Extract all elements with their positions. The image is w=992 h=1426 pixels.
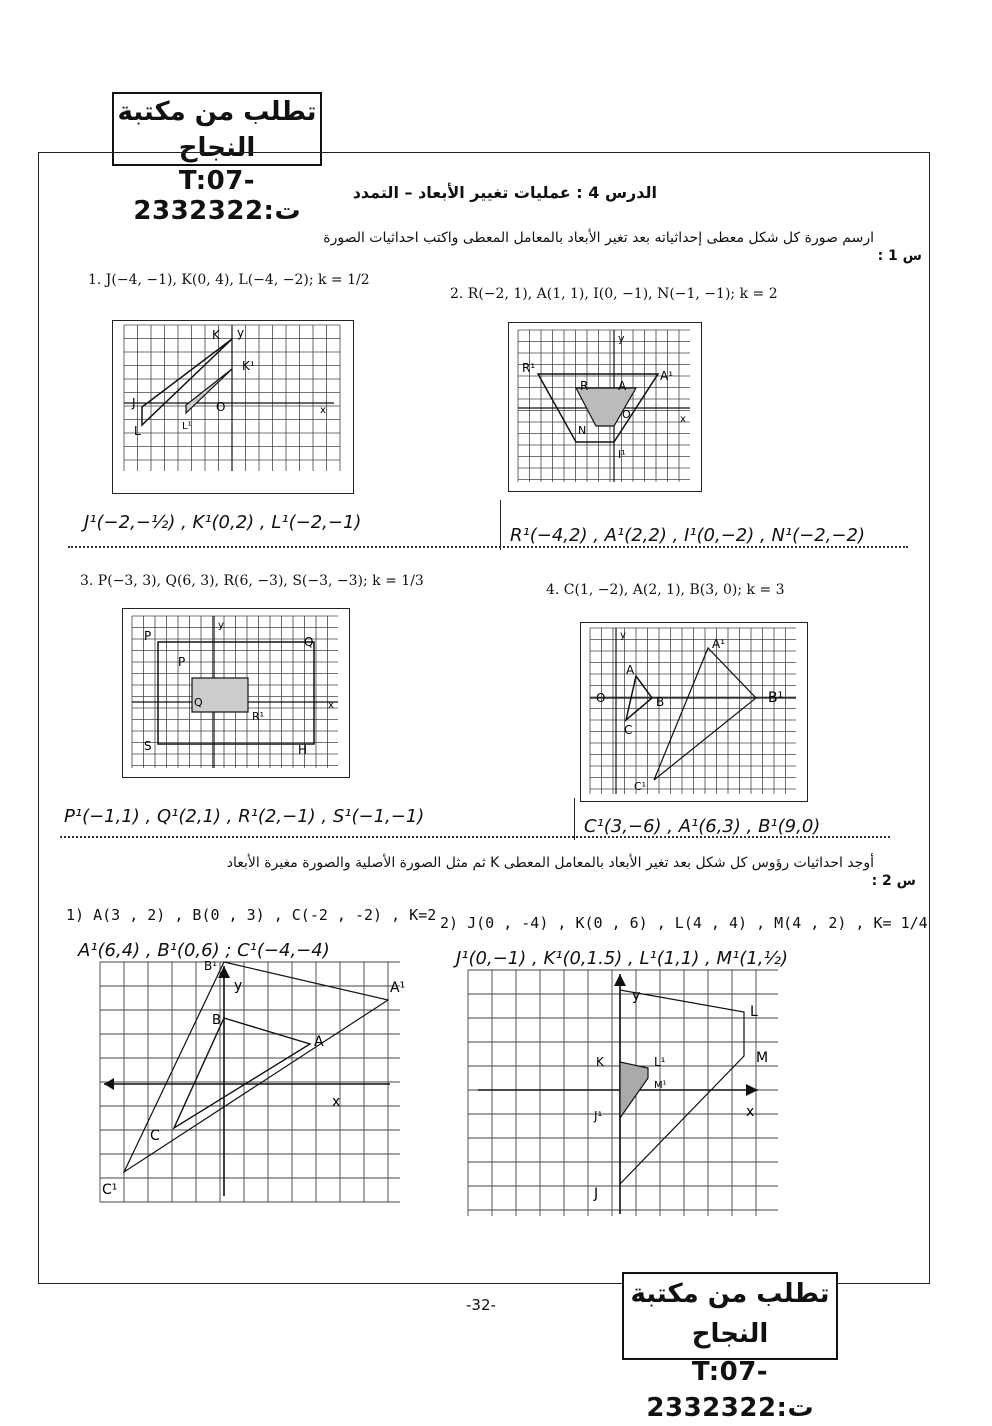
svg-text:C¹: C¹: [102, 1182, 118, 1198]
svg-text:Q: Q: [304, 635, 314, 649]
svg-text:O: O: [622, 408, 631, 421]
q1-p2-answer: R¹(−4,2) , A¹(2,2) , I¹(0,−2) , N¹(−2,−2): [510, 525, 865, 546]
svg-text:S: S: [144, 739, 152, 753]
svg-text:x: x: [332, 1094, 341, 1110]
svg-text:M¹: M¹: [654, 1080, 667, 1091]
svg-text:K¹: K¹: [242, 359, 255, 373]
svg-text:O: O: [596, 691, 606, 705]
q2-p2-answer: J¹(0,−1) , K¹(0,1.5) , L¹(1,1) , M¹(1,½): [456, 948, 788, 969]
svg-text:y: y: [234, 978, 243, 994]
svg-text:y: y: [218, 620, 224, 631]
svg-text:y: y: [632, 988, 641, 1004]
q1-p2-graph: [518, 330, 690, 482]
q2-p1-answer: A¹(6,4) , B¹(0,6) ; C¹(−4,−4): [78, 940, 330, 961]
stamp-top-line1: تطلب من مكتبة النجاح: [117, 97, 317, 163]
svg-text:x: x: [680, 414, 686, 425]
q2-p2-graph: [468, 970, 778, 1216]
svg-text:Q: Q: [194, 696, 203, 709]
svg-text:J: J: [594, 1186, 599, 1202]
svg-text:x: x: [746, 1104, 755, 1120]
svg-text:H: H: [298, 743, 308, 757]
svg-text:C: C: [150, 1128, 160, 1144]
svg-text:A: A: [314, 1034, 324, 1050]
answer-line-2: [60, 836, 890, 838]
svg-text:L: L: [134, 424, 141, 438]
svg-text:A¹: A¹: [712, 637, 726, 651]
svg-text:A¹: A¹: [390, 980, 406, 996]
stamp-bottom: [622, 1272, 838, 1423]
q2-p1-text: 1) A(3 , 2) , B(0 , 3) , C(-2 , -2) , K=2: [66, 906, 437, 924]
svg-text:K: K: [596, 1055, 604, 1069]
q2-label: س 2 :: [871, 873, 916, 889]
svg-text:y: y: [237, 326, 245, 340]
svg-text:L: L: [750, 1004, 758, 1020]
svg-text:J¹: J¹: [594, 1109, 603, 1123]
q1-p3-graph: [132, 616, 338, 768]
svg-text:R¹: R¹: [252, 710, 265, 723]
svg-text:A: A: [626, 663, 635, 677]
page-number: -32-: [466, 1296, 496, 1314]
svg-text:P: P: [144, 629, 152, 643]
svg-text:I¹: I¹: [618, 448, 626, 461]
q2-p1-graph: [100, 959, 406, 1202]
svg-text:M: M: [756, 1050, 769, 1066]
q1-p3-text: 3. P(−3, 3), Q(6, 3), R(6, −3), S(−3, −3); k = 1/3: [80, 573, 424, 589]
svg-text:C: C: [624, 723, 633, 737]
svg-text:R¹: R¹: [522, 361, 536, 375]
svg-text:C¹: C¹: [634, 780, 647, 793]
svg-text:y: y: [620, 630, 626, 641]
q1-p1-graph: [124, 325, 340, 471]
stamp-bottom-line1: تطلب من مكتبة النجاح: [630, 1279, 830, 1349]
q1-p4-answer: C¹(3,−6) , A¹(6,3) , B¹(9,0): [584, 816, 821, 837]
q1-p4-graph: [590, 628, 796, 794]
q1-p1-text: 1. J(−4, −1), K(0, 4), L(−4, −2); k = 1/2: [88, 272, 370, 288]
svg-text:B¹: B¹: [204, 959, 218, 973]
svg-text:O: O: [216, 400, 226, 414]
svg-text:x: x: [328, 700, 334, 711]
q1-p4-text: 4. C(1, −2), A(2, 1), B(3, 0); k = 3: [546, 582, 785, 598]
svg-text:B¹: B¹: [768, 690, 784, 706]
svg-text:N: N: [578, 424, 587, 437]
stamp-bottom-line2: T:07-2332322:ت: [646, 1357, 814, 1423]
svg-text:P: P: [178, 655, 186, 669]
svg-text:L¹: L¹: [182, 421, 192, 432]
svg-text:L¹: L¹: [654, 1055, 666, 1069]
lesson-title: الدرس 4 : عمليات تغيير الأبعاد – التمدد: [352, 183, 657, 202]
svg-text:B: B: [656, 695, 665, 709]
svg-text:J: J: [132, 396, 136, 410]
q1-p1-answer: J¹(−2,−½) , K¹(0,2) , L¹(−2,−1): [84, 512, 362, 533]
svg-text:A¹: A¹: [660, 369, 674, 383]
q2-text: أوجد احداثيات رؤوس كل شكل بعد تغير الأبعاد بالمعامل المعطى K ثم مثل الصورة الأصلية والصورة مغيرة الأبعاد: [226, 855, 874, 871]
q2-p2-text: 2) J(0 , -4) , K(0 , 6) , L(4 , 4) , M(4 , 2) , K= 1/4: [440, 914, 928, 932]
svg-text:R: R: [580, 379, 589, 393]
q1-p3-answer: P¹(−1,1) , Q¹(2,1) , R¹(2,−1) , S¹(−1,−1): [64, 806, 425, 827]
svg-text:B: B: [212, 1013, 221, 1028]
stamp-top-line2: T:07-2332322:ت: [133, 166, 301, 226]
q1-text: ارسم صورة كل شكل معطى إحداثياته بعد تغير الأبعاد بالمعامل المعطى واكتب احداثيات الصورة: [323, 230, 874, 246]
divider-2: [574, 798, 575, 840]
q1-label: س 1 :: [877, 248, 922, 264]
divider-1: [500, 500, 501, 550]
q1-p2-text: 2. R(−2, 1), A(1, 1), I(0, −1), N(−1, −1); k = 2: [450, 286, 778, 302]
svg-text:y: y: [618, 332, 625, 345]
svg-text:A: A: [618, 379, 627, 393]
svg-text:K: K: [212, 328, 220, 342]
answer-line-1: [68, 546, 908, 548]
svg-text:x: x: [320, 405, 326, 416]
